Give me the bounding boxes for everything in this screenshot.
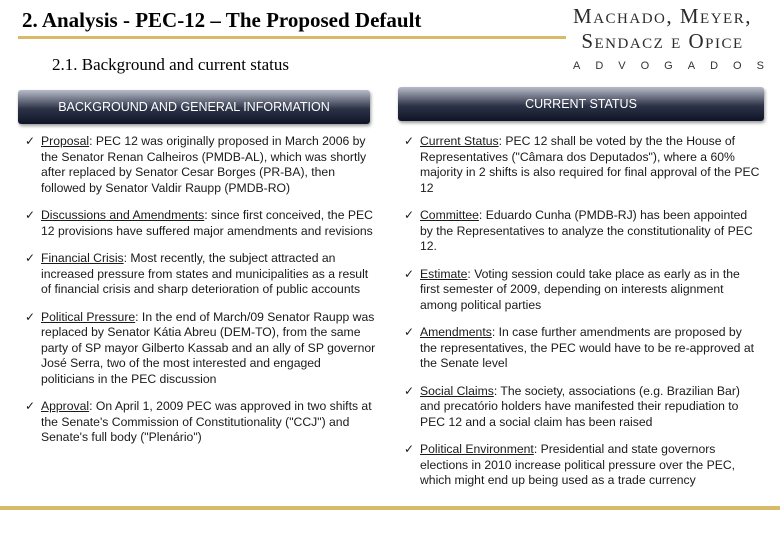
check-icon: ✓ — [25, 134, 36, 148]
list-item — [404, 267, 762, 314]
logo-line-3: ADVOGADOS — [573, 60, 779, 72]
check-icon: ✓ — [404, 208, 415, 222]
logo-line-2: Sendacz e Opice — [581, 29, 744, 53]
item-term: Proposal — [41, 134, 90, 148]
item-text: : Presidential and state governors elections in 2010 increase political pressure over the PEC, which might end up being used as a trade currency — [420, 442, 736, 487]
item-term: Amendments — [420, 325, 492, 339]
check-icon: ✓ — [404, 383, 415, 398]
title-rule — [18, 36, 566, 39]
item-term: Committee — [420, 208, 479, 222]
item-term: Political Pressure — [41, 309, 136, 324]
background-column — [25, 134, 377, 458]
item-term: Approval — [41, 399, 90, 413]
list-item — [404, 442, 762, 489]
current-status-column — [404, 134, 762, 501]
item-term: Financial Crisis — [41, 251, 124, 265]
list-item — [25, 251, 377, 298]
item-term: Discussions and Amendments — [41, 208, 205, 222]
check-icon: ✓ — [25, 208, 36, 222]
list-item — [25, 399, 377, 446]
item-text: : On April 1, 2009 PEC was approved in two shifts at the Senate's Commission of Constitutionality ("CCJ") and Senate's full body ("Plenário") — [41, 399, 372, 444]
list-item — [25, 208, 377, 239]
item-text: : PEC 12 was originally proposed in March 2006 by the Senator Renan Calheiros (PMDB-AL), which was shortly after replaced by Senator Cesar Borges (PR-BA), then followed by Senator Valdir Raupp (PMDB-RO) — [41, 134, 367, 195]
firm-logo — [555, 4, 779, 72]
item-term: Social Claims — [420, 383, 494, 398]
item-text: : Most recently, the subject attracted an increased pressure from states and municipalities as a result of financial crisis and sharp deterioration of public accounts — [41, 251, 369, 296]
background-header: BACKGROUND AND GENERAL INFORMATION — [18, 90, 370, 124]
item-term: Current Status — [420, 134, 499, 148]
item-text: : Voting session could take place as early as in the first semester of 2009, depending on interests alignment among political parties — [420, 266, 740, 312]
check-icon: ✓ — [25, 399, 36, 413]
footer-rule — [0, 506, 780, 510]
item-text: : PEC 12 shall be voted by the the House of Representatives ("Câmara dos Deputados"), where a 60% majority in 2 shifts is also required for final approval of the PEC 12 — [420, 134, 760, 195]
item-text: : Eduardo Cunha (PMDB-RJ) has been appointed by the Representatives to analyze the constitutionality of PEC 12. — [420, 208, 753, 253]
list-item — [25, 310, 377, 388]
check-icon: ✓ — [404, 442, 415, 456]
list-item — [404, 384, 762, 431]
check-icon: ✓ — [25, 251, 36, 265]
list-item — [25, 134, 377, 196]
section-subtitle: 2.1. Background and current status — [52, 55, 289, 74]
check-icon: ✓ — [404, 266, 415, 281]
current-status-header: CURRENT STATUS — [398, 87, 764, 121]
item-text: : In the end of March/09 Senator Raupp was replaced by Senator Kátia Abreu (DEM-TO), from the same party of SP mayor Gilberto Kassab and an ally of SP governor José Serra, two of the most interested and engaged politicians in the PEC discussion — [41, 309, 376, 386]
item-term: Political Environment — [420, 442, 534, 456]
item-text: : The society, associations (e.g. Brazilian Bar) and precatório holders have manifested their repudiation to PEC 12 and a social claim has been raised — [420, 383, 740, 429]
check-icon: ✓ — [404, 325, 415, 339]
check-icon: ✓ — [404, 134, 415, 148]
item-term: Estimate — [420, 266, 468, 281]
check-icon: ✓ — [25, 309, 36, 324]
logo-line-1: Machado, Meyer, — [573, 4, 752, 28]
page-title: 2. Analysis - PEC-12 – The Proposed Default — [22, 8, 422, 32]
list-item — [404, 134, 762, 196]
item-text: : since first conceived, the PEC 12 provisions have suffered major amendments and revisions — [41, 208, 373, 238]
item-text: : In case further amendments are proposed by the representatives, the PEC would have to be re-approved at the Senate level — [420, 325, 755, 370]
list-item — [404, 208, 762, 255]
list-item — [404, 325, 762, 372]
